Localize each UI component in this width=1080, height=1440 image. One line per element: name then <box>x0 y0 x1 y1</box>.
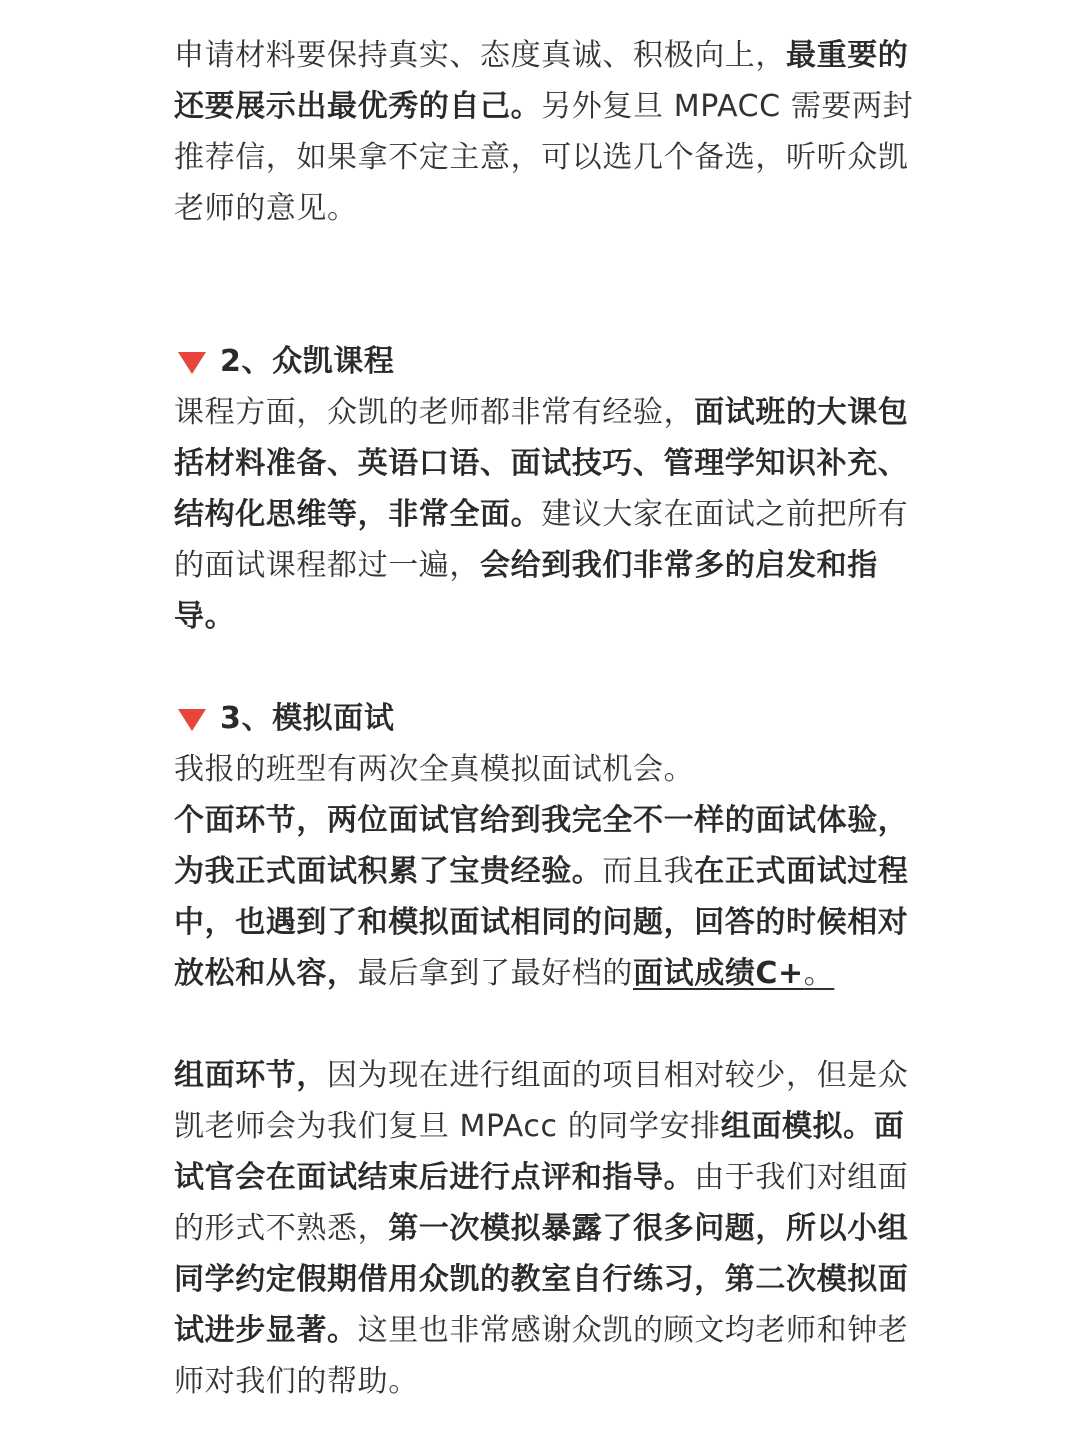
mock-intro-line: 我报的班型有两次全真模拟面试机会。 <box>174 752 695 787</box>
section-heading-mock-interview <box>174 693 926 744</box>
group-text-bold-e: 第一次模拟暴露了很多问题，所以小组同学约定假期借用众凯的教室自行练习，第二次模拟面试进步显著。 <box>174 1211 909 1348</box>
section-heading-text: 2、众凯课程 <box>220 344 395 379</box>
section-heading-text: 3、模拟面试 <box>220 701 395 736</box>
group-text-f: 这里也非常感谢众凯的顾文均老师和钟老师对我们的帮助。 <box>174 1313 909 1399</box>
courses-text-bold-d: 会给到我们非常多的启发和指导。 <box>174 548 878 634</box>
intro-paragraph <box>174 30 926 234</box>
section-heading-courses <box>174 336 926 387</box>
intro-text-a: 申请材料要保持真实、态度真诚、积极向上， <box>174 38 786 73</box>
spacer <box>174 642 926 693</box>
courses-text-c: 建议大家在面试之前把所有的面试课程都过一遍， <box>174 497 909 583</box>
red-triangle-down-icon <box>178 352 206 374</box>
mock-text-bold-a: 个面环节，两位面试官给到我完全不一样的面试体验，为我正式面试积累了宝贵经验。 <box>174 803 909 889</box>
intro-text-bold: 最重要的还要展示出最优秀的自己。 <box>174 38 909 124</box>
mock-text-d: 最后拿到了最好档的 <box>357 956 634 991</box>
spacer <box>174 234 926 285</box>
group-text-b: 因为现在进行组面的项目相对较少，但是众凯老师会为我们复旦 MPAcc 的同学安排 <box>174 1058 909 1144</box>
group-text-bold-c: 组面模拟。面试官会在面试结束后进行点评和指导。 <box>174 1109 905 1195</box>
courses-text-a: 课程方面，众凯的老师都非常有经验， <box>174 395 695 430</box>
group-text-d: 由于我们对组面的形式不熟悉， <box>174 1160 909 1246</box>
courses-paragraph <box>174 387 926 642</box>
group-text-bold-a: 组面环节， <box>174 1058 327 1093</box>
mock-interview-paragraph <box>174 744 926 999</box>
mock-text-b: 而且我 <box>602 854 695 889</box>
spacer <box>174 999 926 1050</box>
spacer <box>174 285 926 336</box>
group-interview-paragraph <box>174 1050 926 1407</box>
interview-score-link: 面试成绩C+ <box>633 956 804 991</box>
courses-text-bold-b: 面试班的大课包括材料准备、英语口语、面试技巧、管理学知识补充、结构化思维等，非常全面。 <box>174 395 909 532</box>
mock-detail-line <box>174 795 926 999</box>
mock-text-bold-c: 在正式面试过程中，也遇到了和模拟面试相同的问题，回答的时候相对放松和从容， <box>174 854 909 991</box>
article-body <box>174 30 926 1407</box>
red-triangle-down-icon <box>178 709 206 731</box>
mock-text-f: 。 <box>803 956 835 991</box>
intro-text-c: 另外复旦 MPACC 需要两封推荐信，如果拿不定主意，可以选几个备选，听听众凯老师的意见。 <box>174 89 914 226</box>
